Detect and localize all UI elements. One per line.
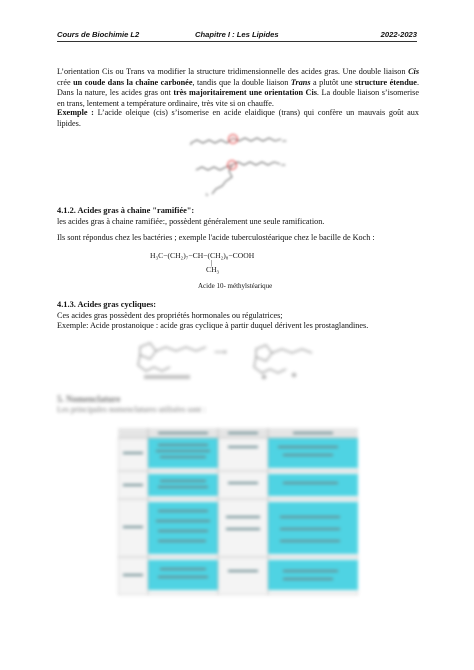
- formula-main: H₃C−(CH₂)₇−CH−(CH₂)₈−COOH: [150, 251, 255, 260]
- section-4-1-3-line1: Ces acides gras possèdent des propriétés hormonales ou régulatrices;: [57, 310, 283, 320]
- section-4-1-2-line2: Ils sont répondus chez les bactéries ; exemple l'acide tuberculostéarique chez le bacille de Koch :: [57, 233, 375, 243]
- nomenclature-table: [118, 428, 358, 595]
- section-4-1-3-line2: Exemple: Acide prostanoique : acide gras cyclique à partir duquel dérivent les prostaglandines.: [57, 321, 369, 331]
- header-chapter: Chapitre I : Les Lipides: [195, 30, 279, 39]
- svg-text:b: b: [206, 192, 208, 197]
- intro-text-2: crée: [57, 77, 71, 87]
- intro-text-4: a plutôt une: [313, 77, 353, 87]
- section-4-1-2-line1: les acides gras à chaine ramifiée:, possèdent généralement une seule ramification.: [57, 216, 325, 226]
- intro-text-1: L’orientation Cis ou Trans va modifier la structure tridimensionnelle des acides gras. Une double liaison: [57, 67, 406, 76]
- section-4-1-3-title: 4.1.3. Acides gras cycliques:: [57, 300, 157, 309]
- nomenclature-table-graphic: [118, 428, 358, 595]
- methylstearic-formula: [150, 251, 350, 279]
- intro-paragraph: [57, 67, 419, 109]
- svg-text:a: a: [190, 141, 192, 146]
- svg-text:⟶: ⟶: [214, 347, 227, 357]
- example-text: L’acide oleique (cis) s’isomerise en acide elaidique (trans) qui confère un mauvais goût aux lipides.: [57, 108, 419, 128]
- section-4-1-2-title: 4.1.2. Acides gras à chaine "ramifiée":: [57, 206, 195, 215]
- term-trans: Trans: [290, 77, 311, 87]
- svg-text:OH: OH: [281, 163, 286, 167]
- svg-text:OH: OH: [282, 139, 287, 143]
- header-course: Cours de Biochimie L2: [57, 30, 140, 39]
- formula-bond: |: [211, 259, 213, 267]
- term-majoritaire: très majoritairement une orientation Cis: [173, 88, 317, 98]
- formula-branch: CH₃: [206, 265, 220, 274]
- intro-text-6: . La double liaison s’isomerise en trans, lentement a température ordinaire, très vite si on chauffe.: [57, 88, 419, 108]
- header-rule: [57, 41, 417, 42]
- intro-text-3: , tandis que la double liaison: [192, 77, 289, 87]
- section-4-1-3: [57, 300, 419, 332]
- section-5-blurred: [57, 394, 419, 415]
- cis-trans-structure-figure: [186, 128, 296, 198]
- section-5-subtitle: Les principales nomenclatures utilisées sont :: [57, 404, 206, 414]
- prostanoic-structure-figure: [118, 335, 318, 385]
- term-coude: un coude dans la chaîne carbonée: [73, 77, 193, 87]
- header-year: 2022-2023: [380, 30, 417, 39]
- term-etendue: structure étendue: [355, 77, 417, 87]
- formula-caption: Acide 10- méthylstéarique: [198, 282, 273, 290]
- example-oleic: [57, 108, 419, 129]
- section-4-1-2: [57, 206, 419, 244]
- section-5-title: 5. Nomenclature: [57, 394, 121, 404]
- term-cis: Cis: [408, 67, 420, 76]
- intro-text-5: . Dans la nature, les acides gras ont: [57, 77, 419, 98]
- example-label: Exemple :: [57, 108, 94, 117]
